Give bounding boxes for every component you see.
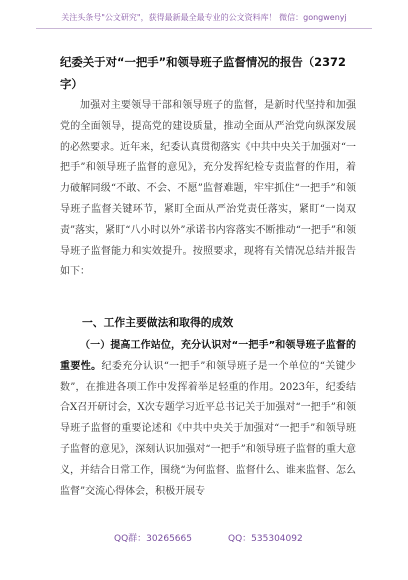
document-title: 纪委关于对“一把手”和领导班子监督情况的报告（2372字） [60,55,346,91]
subsection-heading: （一）提高工作站位，充分认识对“一把手”和领导班子监督的重要性。 [60,340,356,372]
header-banner: 关注头条号"公文研究"，获得最新最全最专业的公文资料库！ 微信：gongwenyj [36,8,372,29]
intro-paragraph: 加强对主要领导干部和领导班子的监督，是新时代坚持和加强党的全面领导，提高党的建设质量，推动全面从严治党向纵深发展的必然要求。近年来，纪委认真贯彻落实《中共中央关于加强对“一把手”和领导班子监督的意见》，充分发挥纪检专责监督的作用，着力破解同级“不敢、不会、不愿”监督难题，牢牢抓住“一把手”和领导班子监督关键环节，紧盯全面从严治党责任落实，紧盯“一岗双责”落实，紧盯“八小时以外”承诺书内容落实不断推动“一把手”和领导班子监督能力和实效提升。按照要求，现将有关情况总结并报告如下： [60,100,356,278]
qq-contact-number: QQ：535304092 [228,534,303,544]
subsection-body: 纪委充分认识“一把手”和领导班子是一个单位的“关键少数”，在推进各项工作中发挥着举足轻重的作用。2023年，纪委结合X召开研讨会，X次专题学习近平总书记关于加强对“一把手”和领导班子监督的重要论述和《中共中央关于加强对“一把手”和领导班子监督的意见》，深刻认识加强对“一把手”和领导班子监督的重大意义，并结合日常工作，围绕“为何监督、监督什么、谁来监督、怎么监督”交流心得体会，积极开展专 [60,360,357,497]
qq-group-number: QQ群：30265665 [114,534,192,544]
page-footer [60,530,356,548]
section-paragraph [60,336,356,502]
section-heading: 一、工作主要做法和取得的成效 [82,316,234,329]
